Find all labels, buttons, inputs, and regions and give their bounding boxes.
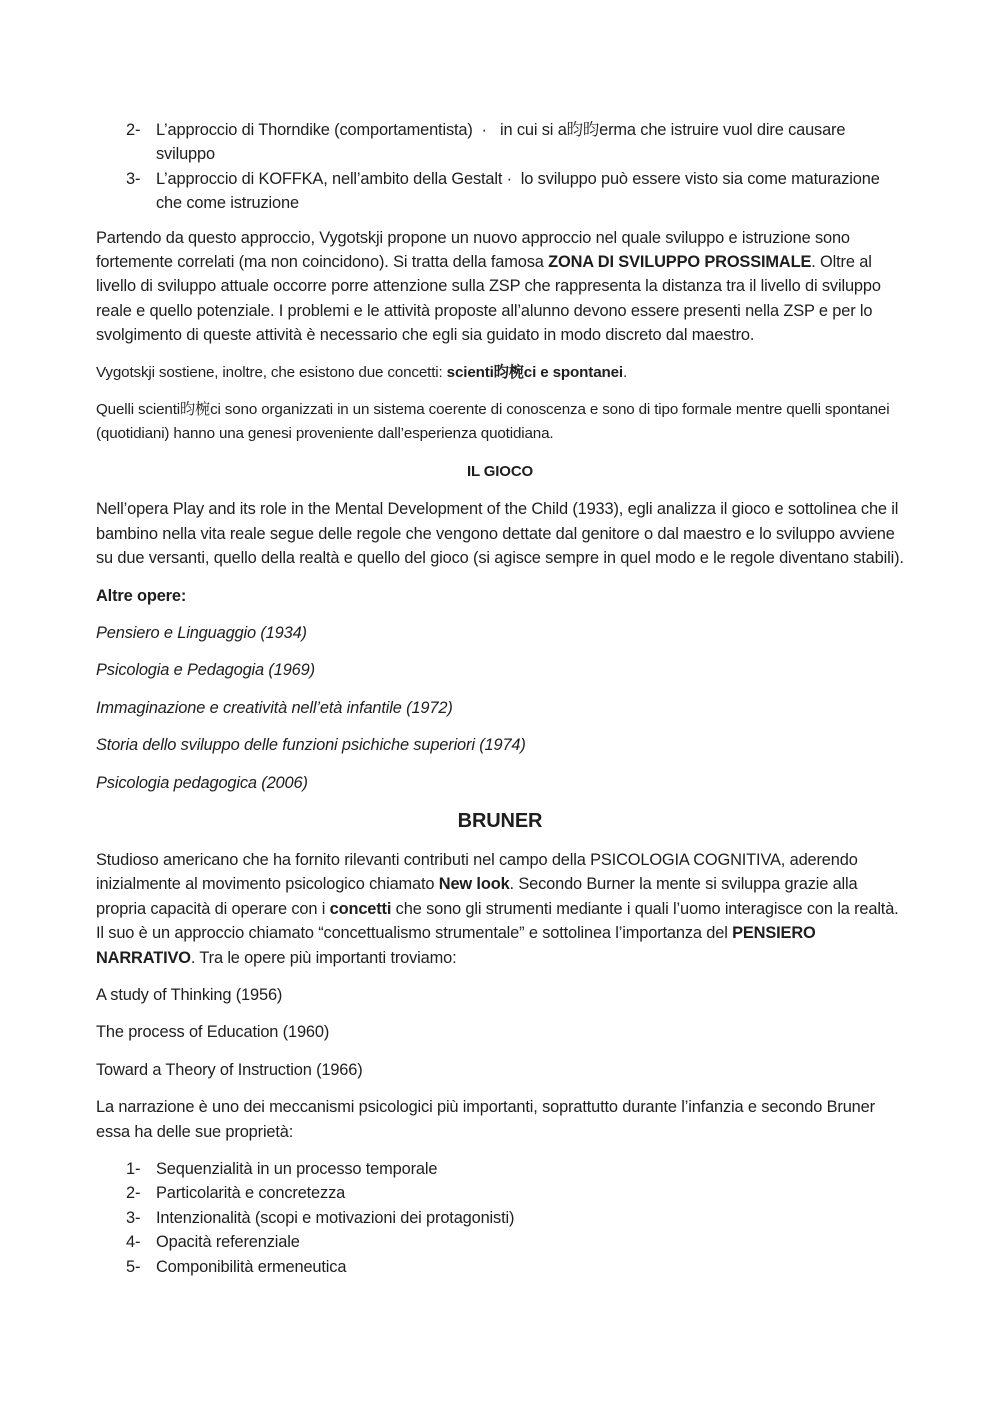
list-item [96,1206,904,1230]
list-number: 1- [126,1160,141,1178]
list-item [96,1230,904,1254]
text-run: . Secondo Burner la mente si sviluppa grazie alla propria capacità di operare con i [96,875,858,918]
bold-term-new-look: New look [438,875,510,894]
list-text: Particolarità e concretezza [156,1184,346,1203]
text-run: Studioso americano che ha fornito rilevanti contributi nel campo della PSICOLOGIA COGNITIVA, aderendo inizialmente al movimento psicologico chiamato [96,850,858,894]
numbered-list-proprieta [96,1157,904,1279]
list-text: Intenzionalità (scopi e motivazioni dei protagonisti) [156,1208,515,1227]
bold-label: Altre opere: [96,586,187,605]
text-run: Partendo da questo approccio, Vygotskji propone un nuovo approccio nel quale sviluppo e istruzione sono fortemente correlati (ma non coincidono). Si tratta della famosa [96,228,850,272]
list-text: L’approccio di Thorndike (comportamentista) · in cui si a昀昀erma che istruire vuol dire causare sviluppo [156,121,846,164]
list-text: L’approccio di KOFFKA, nell’ambito della Gestalt · lo sviluppo può essere visto sia come maturazione che come istruzione [156,169,880,213]
work-title: Immaginazione e creatività nell’età infantile (1972) [96,698,453,717]
paragraph-bruner [96,848,904,970]
numbered-list-approcci [96,118,904,216]
paragraph-gioco: Nell’opera Play and its role in the Mental Development of the Child (1933), egli analizza il gioco e sottolinea che il bambino nella vita reale segue delle regole che vengono dettate dal genitore o dal maestro e lo sviluppo avviene su due versanti, quello della realtà e quello del gioco (si agisce sempre in quel modo e le regole diventano stabili). [96,500,904,568]
list-text: Sequenzialità in un processo temporale [156,1160,438,1178]
text-run: . Tra le opere più importanti troviamo: [190,948,457,967]
bold-term-concetti: scienti昀椀ci e spontanei [446,363,623,381]
paragraph-zsp [96,226,904,348]
heading-bruner: BRUNER [457,809,543,832]
text-run: Vygotskji sostiene, inoltre, che esistono due concetti: [96,363,447,381]
bold-term-concetti: concetti [329,899,392,918]
bold-term-pensiero-narrativo: PENSIERO NARRATIVO [96,924,816,967]
list-item [96,1255,904,1279]
work-title: Storia dello sviluppo delle funzioni psichiche superiori (1974) [96,736,526,755]
list-number: 3- [126,1208,141,1227]
bold-term-zsp: ZONA DI SVILUPPO PROSSIMALE [548,253,812,272]
altre-opere-label [96,584,904,608]
list-number: 3- [126,169,141,188]
section-title-gioco: IL GIOCO [466,462,534,480]
list-number: 2- [126,1184,141,1203]
text-run: . Oltre al livello di sviluppo attuale occorre porre attenzione sulla ZSP che rappresenta la distanza tra il livello di sviluppo reale e quello potenziale. I problemi e le attività proposte all’alunno devono essere presenti nella ZSP e per lo svolgimento di queste attività è necessario che egli sia guidato in modo discreto dal maestro. [96,253,881,345]
list-item [96,1181,904,1205]
work-title: Psicologia pedagogica (2006) [96,773,308,792]
paragraph-narrazione: La narrazione è uno dei meccanismi psicologici più importanti, soprattutto durante l’infanzia e secondo Bruner essa ha delle sue proprietà: [96,1098,875,1141]
paragraph-concetti [96,361,904,385]
text-run: . [623,363,628,381]
bruner-work: The process of Education (1960) [96,1023,330,1042]
bruner-work: A study of Thinking (1956) [96,985,283,1004]
list-number: 5- [126,1257,141,1276]
bruner-work: Toward a Theory of Instruction (1966) [96,1060,363,1079]
work-title: Psicologia e Pedagogia (1969) [96,661,315,680]
list-number: 2- [126,121,141,139]
work-title: Pensiero e Linguaggio (1934) [96,623,307,642]
list-item [96,167,904,216]
list-item [96,1157,904,1181]
paragraph-scientifici: Quelli scienti昀椀ci sono organizzati in un sistema coerente di conoscenza e sono di tipo formale mentre quelli spontanei (quotidiani) hanno una genesi proveniente dall’esperienza quotidiana. [96,401,890,443]
text-run: che sono gli strumenti mediante i quali l’uomo interagisce con la realtà. Il suo è un approccio chiamato “concettualismo strumentale” e sottolinea l’importanza del [96,899,899,943]
list-text: Opacità referenziale [156,1233,300,1252]
list-number: 4- [126,1233,141,1252]
list-item [96,118,904,167]
list-text: Componibilità ermeneutica [156,1257,347,1276]
